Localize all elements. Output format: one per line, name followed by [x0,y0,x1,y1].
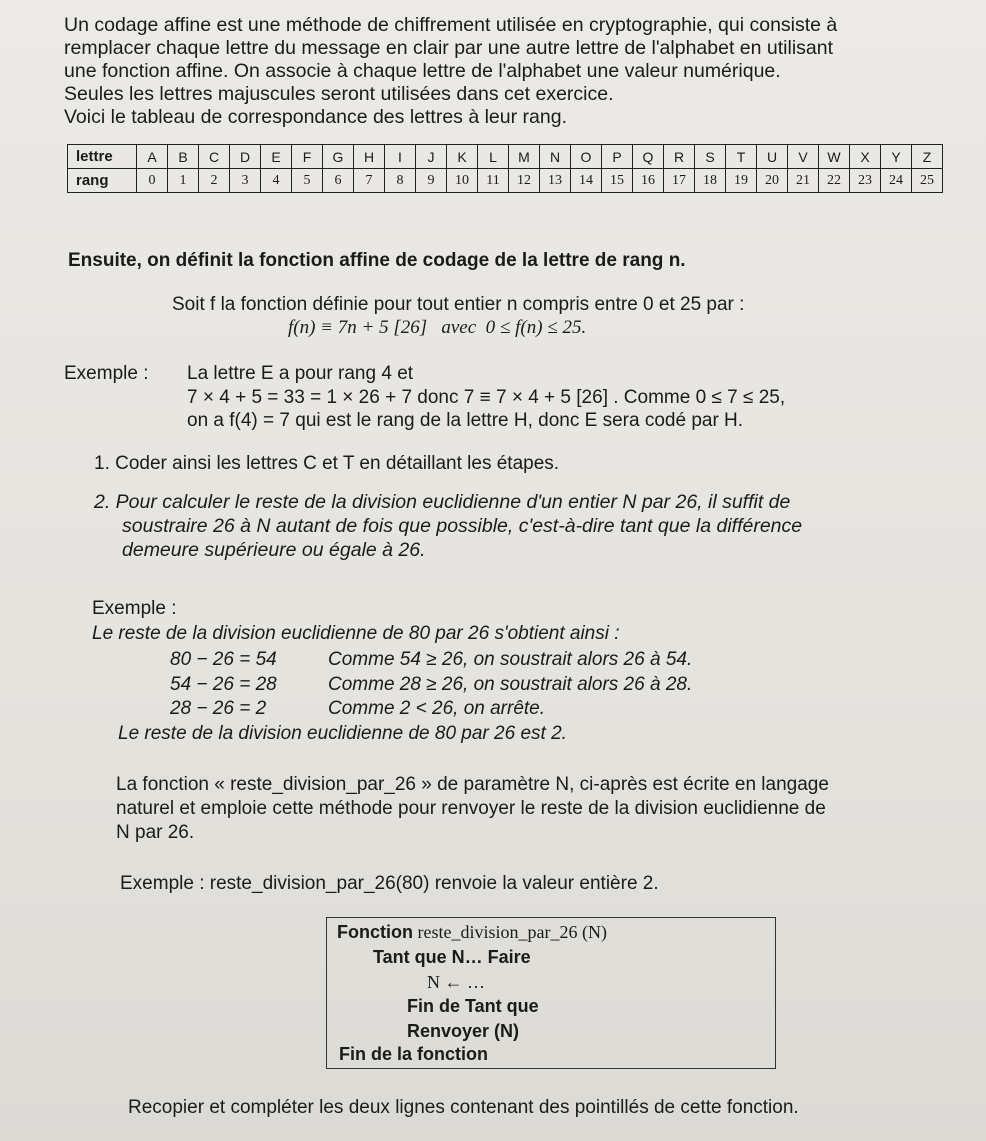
comment-row-1: Comme 54 ≥ 26, on soustrait alors 26 à 54. [328,649,693,670]
rank-cell: 19 [726,169,757,193]
exemple2-conclusion: Le reste de la division euclidienne de 80 par 26 est 2. [118,723,567,744]
rank-cell: 6 [323,169,354,193]
intro-paragraph [64,14,964,129]
q2-line: soustraire 26 à N autant de fois que possible, c'est-à-dire tant que la différence [122,515,803,537]
calc-row-3: 28 − 26 = 2 [170,698,267,719]
letter-cell: G [323,145,354,169]
calc-row-2: 54 − 26 = 28 [170,674,277,695]
rank-cell: 12 [509,169,540,193]
algo-line-3: N ← … [427,972,485,992]
rank-cell: 16 [633,169,664,193]
rank-cell: 5 [292,169,323,193]
letter-cell: Z [912,145,943,169]
intro-line: une fonction affine. On associe à chaque lettre de l'alphabet une valeur numérique. [64,60,781,82]
letter-cell: P [602,145,633,169]
letter-cell: A [137,145,168,169]
rank-cell: 8 [385,169,416,193]
exemple1-line1: La lettre E a pour rang 4 et [187,363,414,384]
soit-text: Soit f la fonction définie pour tout entier n compris entre 0 et 25 par : [172,294,745,315]
rank-cell: 10 [447,169,478,193]
letter-cell: M [509,145,540,169]
rank-cell: 17 [664,169,695,193]
rank-cell: 23 [850,169,881,193]
exemple2-intro: Le reste de la division euclidienne de 80 par 26 s'obtient ainsi : [92,623,620,644]
algo-line-2: Tant que N… Faire [373,947,531,967]
letter-cell: B [168,145,199,169]
letter-cell: J [416,145,447,169]
rank-cell: 14 [571,169,602,193]
rank-cell: 21 [788,169,819,193]
comment-row-2: Comme 28 ≥ 26, on soustrait alors 26 à 28. [328,674,693,695]
exemple3-text: Exemple : reste_division_par_26(80) renvoie la valeur entière 2. [120,873,659,894]
algo-line-5: Renvoyer (N) [407,1021,520,1041]
ensuite-text: Ensuite, on définit la fonction affine de codage de la lettre de rang n. [68,250,686,271]
letter-cell: Q [633,145,664,169]
letter-cell: E [261,145,292,169]
rank-cell: 3 [230,169,261,193]
exemple1-line2: 7 × 4 + 5 = 33 = 1 × 26 + 7 donc 7 ≡ 7 × 4 + 5 [26] . Comme 0 ≤ 7 ≤ 25, [187,387,786,408]
fonction-line: N par 26. [116,822,195,843]
exemple1-line3: on a f(4) = 7 qui est le rang de la lettre H, donc E sera codé par H. [187,410,744,431]
intro-line: Voici le tableau de correspondance des lettres à leur rang. [64,106,567,128]
correspondence-table [67,144,943,193]
exemple2-label: Exemple : [92,598,177,619]
letter-cell: Y [881,145,912,169]
rank-cell: 9 [416,169,447,193]
fonction-line: La fonction « reste_division_par_26 » de paramètre N, ci-après est écrite en langage [116,774,829,795]
letter-cell: S [695,145,726,169]
rank-cell: 20 [757,169,788,193]
calc-row-1: 80 − 26 = 54 [170,649,277,670]
letter-cell: I [385,145,416,169]
letter-cell: N [540,145,571,169]
algo-function-signature: reste_division_par_26 (N) [412,922,607,942]
intro-line: Un codage affine est une méthode de chiffrement utilisée en cryptographie, qui consiste à [64,14,838,36]
final-instruction: Recopier et compléter les deux lignes contenant des pointillés de cette fonction. [128,1097,799,1118]
question-2 [94,490,974,562]
letter-cell: K [447,145,478,169]
algo-line-4: Fin de Tant que [407,996,539,1016]
letter-cell: C [199,145,230,169]
letter-cell: O [571,145,602,169]
rank-cell: 15 [602,169,633,193]
algo-line-6: Fin de la fonction [339,1044,488,1064]
algo-line-1 [337,922,607,943]
rank-cell: 0 [137,169,168,193]
comment-row-3: Comme 2 < 26, on arrête. [328,698,546,719]
letter-cell: U [757,145,788,169]
letter-cell: R [664,145,695,169]
algo-keyword: Fonction [337,922,413,942]
rank-cell: 4 [261,169,292,193]
letters-row [68,145,943,169]
letter-cell: T [726,145,757,169]
fonction-line: naturel et emploie cette méthode pour renvoyer le reste de la division euclidienne de [116,798,826,819]
algorithm-box [326,917,776,1069]
rank-cell: 18 [695,169,726,193]
letter-cell: W [819,145,850,169]
rank-cell: 24 [881,169,912,193]
rank-cell: 13 [540,169,571,193]
letter-cell: X [850,145,881,169]
intro-line: remplacer chaque lettre du message en clair par une autre lettre de l'alphabet en utilisant [64,37,834,59]
q2-line: 2. Pour calculer le reste de la division euclidienne d'un entier N par 26, il suffit de [94,491,791,513]
ranks-row [68,169,943,193]
letter-cell: L [478,145,509,169]
intro-line: Seules les lettres majuscules seront utilisées dans cet exercice. [64,83,614,105]
rank-cell: 11 [478,169,509,193]
fonction-description [116,773,976,845]
q2-line: demeure supérieure ou égale à 26. [122,539,426,561]
rank-cell: 7 [354,169,385,193]
letter-cell: D [230,145,261,169]
row-label-rang: rang [68,169,137,193]
question-1: 1. Coder ainsi les lettres C et T en détaillant les étapes. [94,453,560,474]
rank-cell: 25 [912,169,943,193]
rank-cell: 22 [819,169,850,193]
letter-cell: F [292,145,323,169]
letter-cell: V [788,145,819,169]
formula: f(n) ≡ 7n + 5 [26] avec 0 ≤ f(n) ≤ 25. [288,317,587,338]
exemple1-label: Exemple : [64,363,149,384]
rank-cell: 2 [199,169,230,193]
rank-cell: 1 [168,169,199,193]
letter-cell: H [354,145,385,169]
row-label-lettre: lettre [68,145,137,169]
